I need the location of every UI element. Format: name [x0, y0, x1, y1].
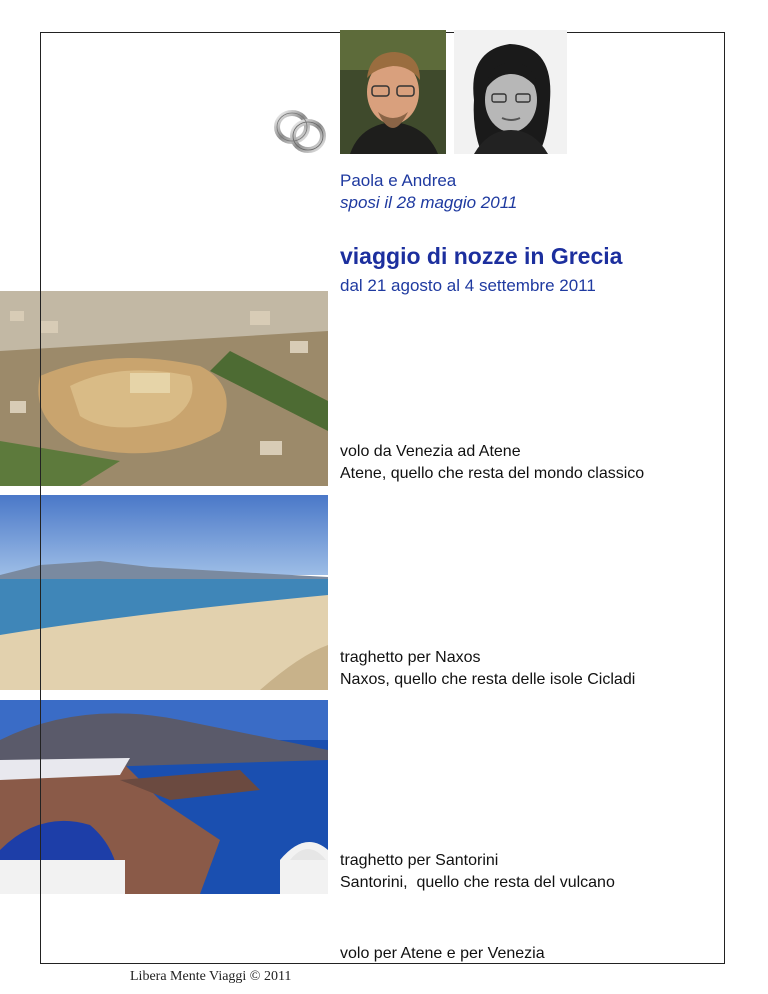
trip-title: viaggio di nozze in Grecia [340, 243, 623, 269]
stop-description: Santorini, quello che resta del vulcano [340, 874, 615, 891]
trip-dates: dal 21 agosto al 4 settembre 2011 [340, 276, 596, 295]
naxos-beach-photo [0, 495, 328, 690]
portrait-andrea [340, 30, 446, 154]
stop-description: Naxos, quello che resta delle isole Cicladi [340, 671, 636, 688]
itinerary-stop [340, 647, 635, 691]
margin-rule [40, 291, 41, 894]
return-flight: volo per Atene e per Venezia [340, 945, 545, 962]
footer-copyright: Libera Mente Viaggi © 2011 [130, 969, 292, 984]
couple-names: Paola e Andrea [340, 171, 457, 190]
couple-block [340, 170, 517, 214]
stop-transport: volo da Venezia ad Atene [340, 443, 521, 460]
stop-description: Atene, quello che resta del mondo classico [340, 465, 645, 482]
itinerary-stop [340, 441, 644, 485]
stop-transport: traghetto per Santorini [340, 852, 499, 869]
athens-acropolis-photo [0, 291, 328, 486]
santorini-photo [0, 700, 328, 894]
stop-transport: traghetto per Naxos [340, 649, 481, 666]
wedding-rings-icon [270, 105, 330, 157]
portrait-paola [454, 30, 567, 154]
wedding-date: sposi il 28 maggio 2011 [340, 193, 518, 212]
itinerary-stop [340, 850, 615, 894]
